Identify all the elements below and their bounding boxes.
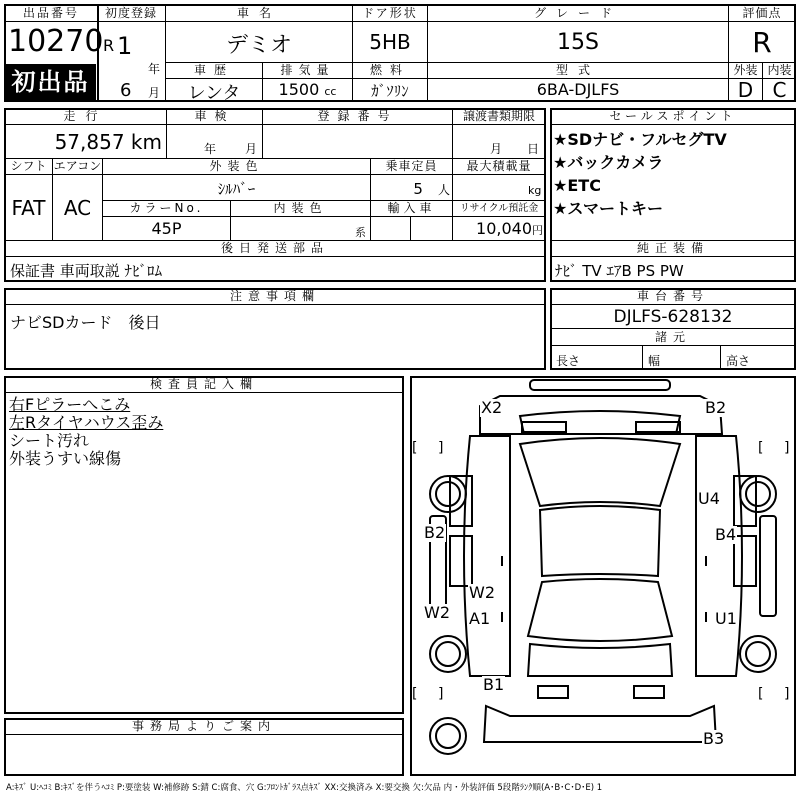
color-no: 45P [151, 219, 182, 238]
equipment: ﾅﾋﾞ TV ｴｱB PS PW [555, 262, 684, 280]
first-listing-badge: 初出品 [5, 64, 96, 101]
bracket: ] [784, 686, 790, 702]
damage-mark: U1 [715, 609, 737, 628]
history-label: 車歴 [193, 63, 234, 77]
sales-point: ★バックカメラ [553, 153, 664, 172]
fuel: ｶﾞｿﾘﾝ [371, 82, 409, 100]
import-label: 輸入車 [387, 201, 436, 215]
recycle [453, 219, 543, 238]
damage-mark: U4 [698, 489, 720, 508]
displacement-value: 1500 [278, 80, 320, 99]
length-label: 長さ [556, 354, 581, 368]
later-parts: 保証書 車両取説 ﾅﾋﾞﾛﾑ [10, 262, 163, 280]
transfer-label: 譲渡書類期限 [462, 109, 535, 123]
sales-points-label: セールスポイント [609, 109, 737, 123]
interior-label: 内装 [767, 63, 792, 77]
insp-month-unit: 月 [245, 142, 258, 156]
load-label: 最大積載量 [466, 159, 532, 173]
recycle-value: 10,040 [476, 219, 532, 238]
mileage-label: 走行 [63, 109, 108, 123]
exterior-label: 外装 [733, 63, 758, 77]
inspector-label: 検査員記入欄 [149, 377, 258, 391]
dims-label: 諸元 [654, 330, 691, 344]
office-label: 事務局よりご案内 [131, 719, 276, 733]
ac: AC [63, 196, 92, 220]
car-name: デミオ [225, 33, 292, 58]
later-parts-label: 後日発送部品 [220, 241, 329, 255]
width-label: 幅 [648, 354, 661, 368]
inspector-note: シート汚れ [9, 431, 90, 450]
recycle-label: リサイクル預託金 [459, 203, 539, 214]
insp-year-unit: 年 [204, 142, 217, 156]
displacement-label: 排気量 [280, 63, 335, 77]
shift: FAT [11, 196, 46, 220]
notes: ナビSDカード 後日 [10, 313, 161, 332]
bracket: [ [758, 440, 764, 456]
first-reg-label: 初度登録 [104, 6, 157, 20]
capacity-unit: 人 [437, 183, 450, 197]
color-no-label: カラーNo. [129, 201, 204, 215]
damage-mark: B2 [424, 523, 446, 542]
bracket: [ [412, 686, 418, 702]
car-name-label: 車名 [236, 6, 281, 20]
fuel-label: 燃料 [369, 63, 410, 77]
inspector-note: 左Rタイヤハウス歪み [9, 413, 164, 432]
damage-mark: B4 [715, 525, 737, 544]
era: R [103, 36, 115, 55]
lot-no: 10270 [8, 24, 104, 59]
displacement [263, 80, 352, 99]
transfer-month-unit: 月 [490, 142, 503, 156]
damage-mark: A1 [469, 609, 491, 628]
bracket: [ [758, 686, 764, 702]
mileage-value: 57,857 [54, 130, 125, 154]
mileage [10, 130, 162, 154]
history: レンタ [187, 83, 241, 104]
inspector-note: 右Fピラーへこみ [9, 395, 131, 414]
int-color-unit: 系 [355, 226, 366, 239]
chassis-no: DJLFS-628132 [613, 307, 733, 327]
lot-no-label: 出品番号 [22, 6, 79, 20]
score: R [752, 26, 772, 59]
model-label: 型式 [555, 63, 600, 77]
sales-point: ★SDナビ・フルセグTV [553, 130, 727, 149]
transfer-day-unit: 日 [527, 142, 540, 156]
interior-score: C [772, 78, 787, 102]
capacity-label: 乗車定員 [385, 159, 438, 173]
mileage-unit: km [130, 130, 162, 154]
damage-mark: W2 [424, 603, 450, 622]
capacity [371, 178, 450, 199]
damage-mark: X2 [481, 398, 503, 417]
grade: 15S [557, 30, 599, 55]
int-color-label: 内装色 [273, 201, 328, 215]
grade-label: グレード [533, 6, 622, 20]
displacement-unit: cc [324, 85, 337, 98]
sales-point: ★ETC [553, 176, 601, 195]
load-unit: kg [528, 184, 542, 197]
reg-month: 6 [120, 80, 132, 101]
car-outline-diagram [410, 376, 796, 776]
reg-year-unit: 年 [148, 62, 161, 76]
chassis-label: 車台番号 [636, 289, 709, 303]
door-label: ドア形状 [362, 6, 418, 20]
ext-color-label: 外装色 [209, 159, 264, 173]
score-label: 評価点 [742, 6, 782, 20]
sales-points-list [553, 128, 727, 220]
door-type: 5HB [369, 30, 411, 54]
inspector-note: 外装うすい線傷 [9, 449, 122, 468]
notes-label: 注意事項欄 [229, 289, 320, 303]
reg-no-label: 登録番号 [317, 109, 398, 123]
bracket: ] [784, 440, 790, 456]
height-label: 高さ [726, 354, 751, 368]
damage-mark: B1 [483, 675, 505, 694]
ext-color: ｼﾙﾊﾞｰ [217, 180, 256, 198]
bracket: ] [438, 686, 444, 702]
legend: A:ｷｽﾞ U:ﾍｺﾐ B:ｷｽﾞを伴うﾍｺﾐ P:要塗装 W:補修跡 S:錆 C:腐食、穴 G:ﾌﾛﾝﾄｶﾞﾗｽ点ｷｽﾞ XX:交換済み X:要交換 欠:欠品 内・外装評価 5段階ﾗﾝｸ順(A･B･C･D･E) 1 [6, 783, 603, 793]
inspector-notes [9, 396, 163, 468]
inspection-label: 車検 [194, 109, 235, 123]
capacity-value: 5 [413, 180, 423, 198]
reg-month-unit: 月 [148, 86, 161, 100]
equipment-label: 純正装備 [636, 241, 709, 255]
bracket: ] [438, 440, 444, 456]
model: 6BA-DJLFS [536, 80, 620, 99]
shift-label: シフト [10, 159, 47, 173]
reg-year: 1 [117, 32, 133, 60]
ac-label: エアコン [53, 159, 102, 173]
damage-mark: B3 [703, 729, 725, 748]
bracket: [ [412, 440, 418, 456]
damage-mark: B2 [705, 398, 727, 417]
exterior-score: D [737, 78, 754, 102]
damage-mark: W2 [469, 583, 495, 602]
recycle-unit: 円 [532, 224, 543, 237]
sales-point: ★スマートキー [553, 199, 664, 218]
